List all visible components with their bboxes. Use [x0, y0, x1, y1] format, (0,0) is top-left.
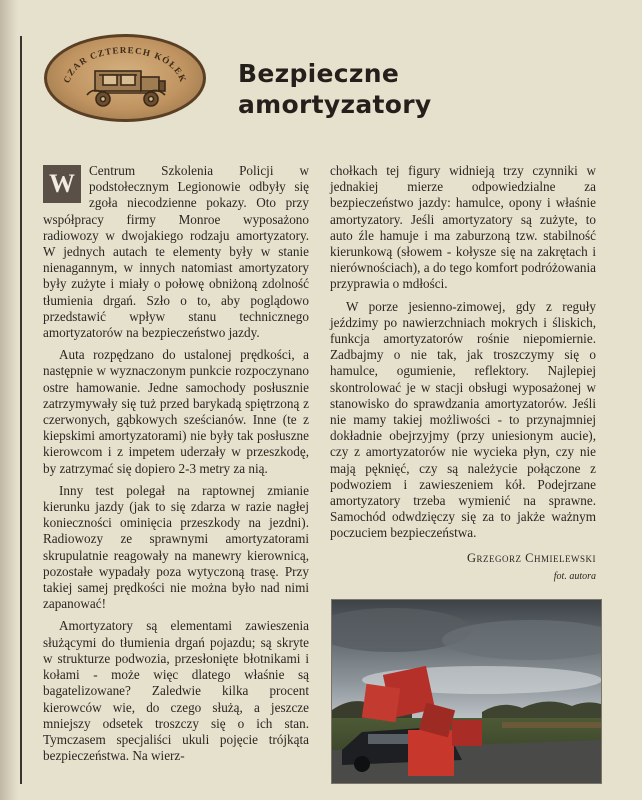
article-photo: [331, 599, 602, 784]
photo-credit: fot. autora: [553, 570, 596, 582]
margin-rule: [20, 36, 22, 784]
paragraph: W porze jesienno-zimowej, gdy z reguły jeździmy po nawierzchniach mokrych i śliskich, funkcja amortyzatorów rośnie niepomiernie. Zadbajmy o nie tak, jak troszczymy się o hamulce, ogumienie, reflektory. Najlepiej skontrolować je w stacji obsługi wyposażonej w stanowisko do sprawdzania amortyzatorów. Jeśli nie mamy takiej możliwości - to przynajmniej dokładnie obejrzyjmy (przy uniesionym aucie), czy z amortyzatorów nie wycieka płyn, czy nie mają pęknięć, czy są należycie połączone z podwoziem i zawieszeniem kół. Podejrzane amortyzatory trzeba wymienić na sprawne. Samochód odwdzięczy się za to jakże ważnym poczuciem bezpieczeństwa.: [330, 298, 596, 541]
paragraph: Auta rozpędzano do ustalonej prędkości, a następnie w wyznaczonym punkcie rozpoczynano ostre hamowanie. Jedne samochody posłusznie zatrzymywały się tuż przed barykadą spiętrzoną z czerwonych, gąbkowych sześcianów. Inne (te z kiepskimi amortyzatorami) nie były tak posłuszne kierowcom i z impetem uderzały w przeszkodę, by zatrzymać się dopiero 2-3 metry za nią.: [43, 347, 309, 476]
paragraph: [43, 163, 309, 341]
paragraph: Amortyzatory są elementami zawieszenia służącymi do tłumienia drgań pojazdu; są skryte w strukturze podwozia, przesłonięte błotnikami i kołami - może więc dlatego właśnie są bagatelizowane? Zaledwie kilka procent kierowców wie, do czego służą, a jeszcze mniejszy odsetek troszczy się o ich stan. Tymczasem specjaliści ukuli pojęcie trójkąta bezpieczeństwa. Na wierz-: [43, 618, 309, 764]
page-edge: [0, 0, 18, 800]
title-line-2: amortyzatory: [238, 90, 432, 119]
paragraph-text: Centrum Szkolenia Policji w podstołecznym Legionowie odbyły się zgoła niecodzienne pokazy. Oto przy współpracy firmy Monroe wyposażono radiowozy w dwojakiego rodzaju amortyzatory. W jednych autach te elementy były w stanie nienagannym, w innych natomiast amortyzatory były zużyte i miały o połowę obniżoną zdolność tłumienia drgań. Szło o to, aby poglądowo przedstawić wpływ stanu technicznego amortyzatorów na bezpieczeństwo jazdy.: [43, 163, 309, 341]
column-left: [43, 163, 309, 770]
logo-text: CZAR CZTERECH KÓŁEK: [61, 44, 189, 85]
vintage-car-icon: [87, 71, 165, 106]
drop-cap: W: [43, 165, 81, 203]
article-title: [238, 58, 498, 120]
section-logo: [44, 34, 206, 122]
title-line-1: Bezpieczne: [238, 59, 400, 88]
column-right: [330, 163, 596, 585]
paragraph: Inny test polegał na raptownej zmianie kierunku jazdy (jak to się zdarza w razie nagłej konieczności ominięcia przeszkody na jezdni). Radiowozy ze sprawnymi amortyzatorami skrupulatnie reagowały na manewry kierownicą, pozostałe wypadały poza wytyczoną trasę. Przy takiej samej prędkości nie można było nad nimi zapanować!: [43, 482, 309, 612]
paragraph: chołkach tej figury widnieją trzy czynniki w jednakiej mierze odpowiedzialne za bezpieczeństwo jazdy: hamulce, opony i właśnie amortyzatory. Jeśli amortyzatory są zużyte, to auto źle hamuje i ma zaburzoną tzw. stabilność kierunkową (słowem - kołysze się na zakrętach i nierównościach), a do tego komfort podróżowania przyprawia o mdłości.: [330, 163, 596, 292]
author-byline: Grzegorz Chmielewski: [467, 550, 596, 565]
